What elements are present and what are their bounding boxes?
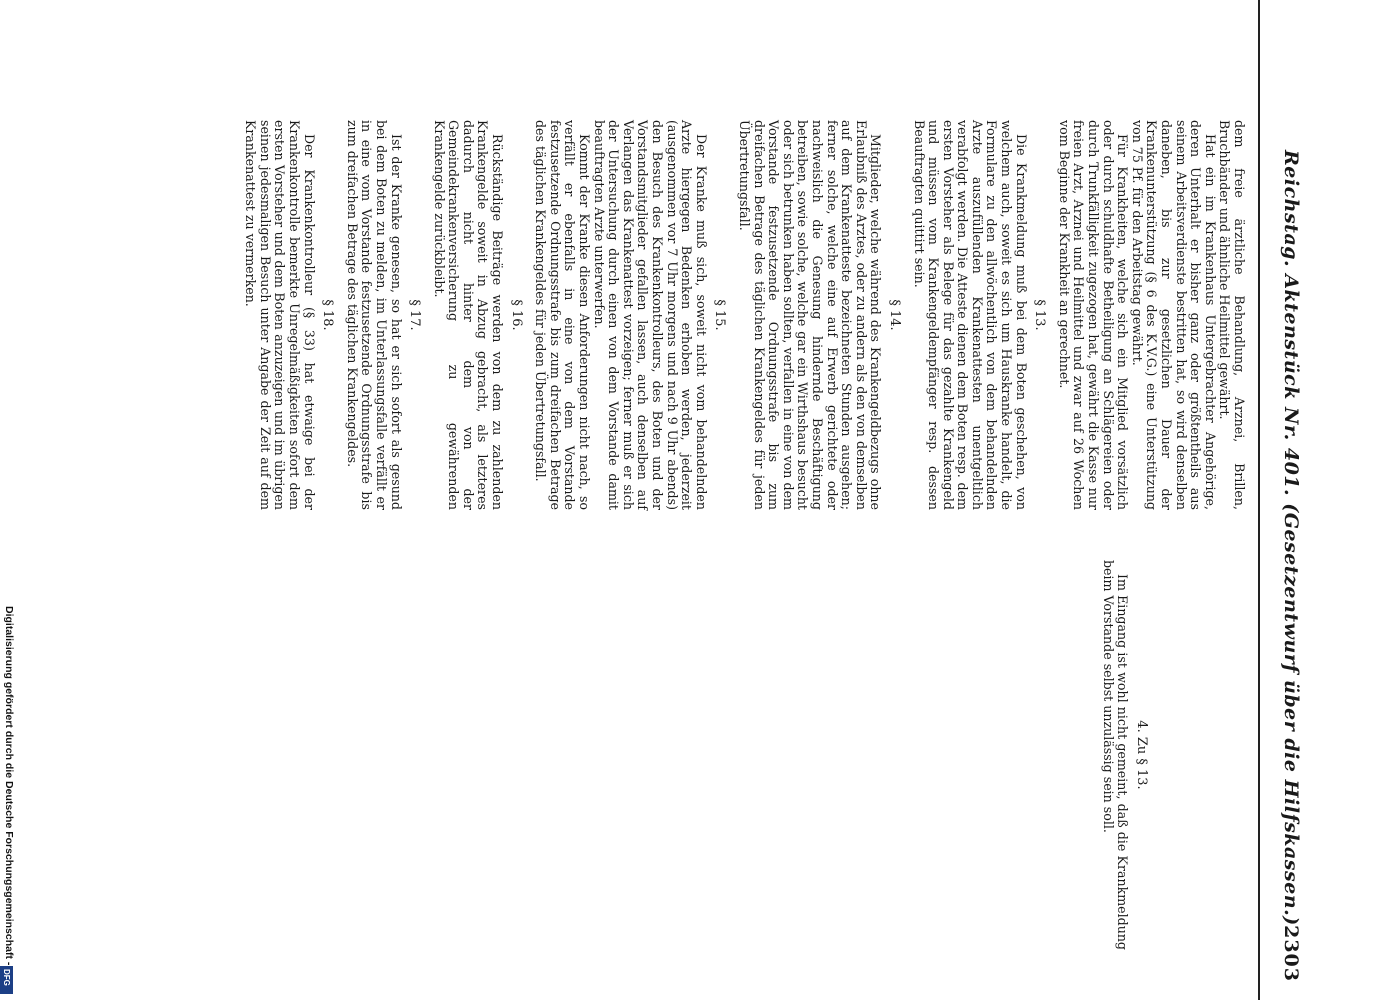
section-heading: § 13.: [1032, 299, 1048, 331]
dfg-logo: [0, 966, 13, 994]
paragraph: dem freie ärztliche Behandlung, Arznei, Brillen, Bruchbänder und ähnliche Heilmittel gewährt.: [1217, 120, 1247, 510]
running-title: Reichstag. Aktenstück Nr. 401. (Gesetzentwurf über die Hilfskassen.): [1280, 150, 1302, 926]
paragraph: Für Krankheiten, welche sich ein Mitglied vorsätzlich oder durch schuldhafte Betheiligung an Schlägereien oder durch Trunkfälligkeit zugezogen hat, gewährt die Kasse nur freien Arzt, Arznei und Heilmittel und zwar auf 26 Wochen vom Beginne der Krankheit an gerechnet.: [1056, 120, 1131, 510]
paragraph: Kommt der Kranke diesen Anforderungen nicht nach, so verfällt er ebenfalls in eine von dem Vorstande festzusetzende Ordnungsstrafe bis zum dreifachen Betrage des täglichen Krankengeldes für jeden Übertretungsfall.: [533, 120, 593, 510]
section-heading: § 18.: [320, 299, 336, 331]
right-column: [1100, 560, 1246, 950]
section-heading: § 14.: [886, 299, 902, 331]
paragraph: Mitglieder, welche während des Krankengeldbezugs ohne Erlaubniß des Arztes, oder zu andern als den von demselben auf dem Krankenatteste bezeichneten Stunden ausgehen; ferner solche, welche eine auf Erwerb gerichtete oder nachweislich die Genesung hindernde Beschäftigung betreiben, sowie solche, welche gar ein Wirthshaus besucht oder sich betrunken haben sollten, verfallen in eine von dem Vorstande festzusetzende Ordnungsstrafe bis zum dreifachen Betrage des täglichen Krankengeldes für jeden Übertretungsfall.: [737, 120, 884, 510]
section-heading: § 16.: [508, 299, 524, 331]
left-column: [243, 120, 1246, 510]
paragraph: Ist der Kranke genesen, so hat er sich sofort als gesund bei dem Boten zu melden, im Unterlassungsfalle verfällt er in eine vom Vorstande festzusetzende Ordnungsstrafe bis zum dreifachen Betrage des täglichen Krankengeldes.: [344, 120, 404, 510]
paragraph: Der Kranke muß sich, soweit nicht vom behandelnden Arzte hiergegen Bedenken erhoben werden, jederzeit (ausgenommen vor 7 Uhr morgens und nach 9 Uhr abends) den Besuch des Krankenkontrolleurs, des Boten und der Vorstandsmitglieder gefallen lassen, auch denselben auf Verlangen das Krankenattest vorzeigen; ferner muß er sich der Untersuchung durch einen von dem Vorstande damit beauftragten Arzte unterwerfen.: [591, 120, 709, 510]
paragraph: Die Krankmeldung muß bei dem Boten geschehen, von welchem auch, soweit es sich um Hauskranke handelt, die Formulare zu den allwöchentlich von dem behandelnden Arzte auszufüllenden Krankenattesten unentgeltlich verabfolgt werden. Die Atteste dienen dem Boten resp. dem ersten Vorsteher als Belege für das gezahlte Krankengeld und müssen vom Krankengeldempfänger resp. dessen Beauftragten quittirt sein.: [911, 120, 1029, 510]
page-number: 2303: [1280, 925, 1302, 982]
section-heading: § 17.: [407, 299, 423, 331]
running-head: [1268, 0, 1302, 1000]
header-rule: [1258, 0, 1260, 1000]
section-heading: § 15.: [712, 299, 728, 331]
document-page: [20, 0, 1320, 1000]
comment-text: Im Eingang ist wohl nicht gemeint, daß die Krankmeldung beim Vorstande selbst unzulässig sein soll.: [1100, 560, 1131, 950]
paragraph: Hat ein im Krankenhaus Untergebrachter Angehörige, deren Unterhalt er bisher ganz oder größtentheils aus seinem Arbeitsverdienste bestritten hat, so wird denselben daneben, bis zur gesetzlichen Dauer der Krankenunterstützung (§ 6 des K.V.G.) eine Unterstützung von 75 Pf. für den Arbeitstag gewährt.: [1129, 120, 1218, 510]
paragraph: Rückständige Beiträge werden von dem zu zahlenden Krankengelde soweit in Abzug gebracht, als letzteres dadurch nicht hinter dem von der Gemeindekrankenversicherung zu gewährenden Krankengelde zurückbleibt.: [431, 120, 506, 510]
credit-text: Digitalisierung gefördert durch die Deutsche Forschungsgemeinschaft -: [3, 606, 15, 966]
comment-heading: 4. Zu § 13.: [1134, 720, 1149, 790]
digitization-credit: [2, 606, 16, 996]
dfg-logo-text: DFG: [2, 969, 11, 986]
paragraph: Der Krankenkontrolleur (§ 33) hat etwaige bei der Krankenkontrolle bemerkte Unregelmäßigkeiten sofort dem ersten Vorsteher und dem Boten anzuzeigen und im übrigen seinen jedesmaligen Besuch unter Angabe der Zeit auf dem Krankenattest zu vermerken.: [243, 120, 317, 510]
